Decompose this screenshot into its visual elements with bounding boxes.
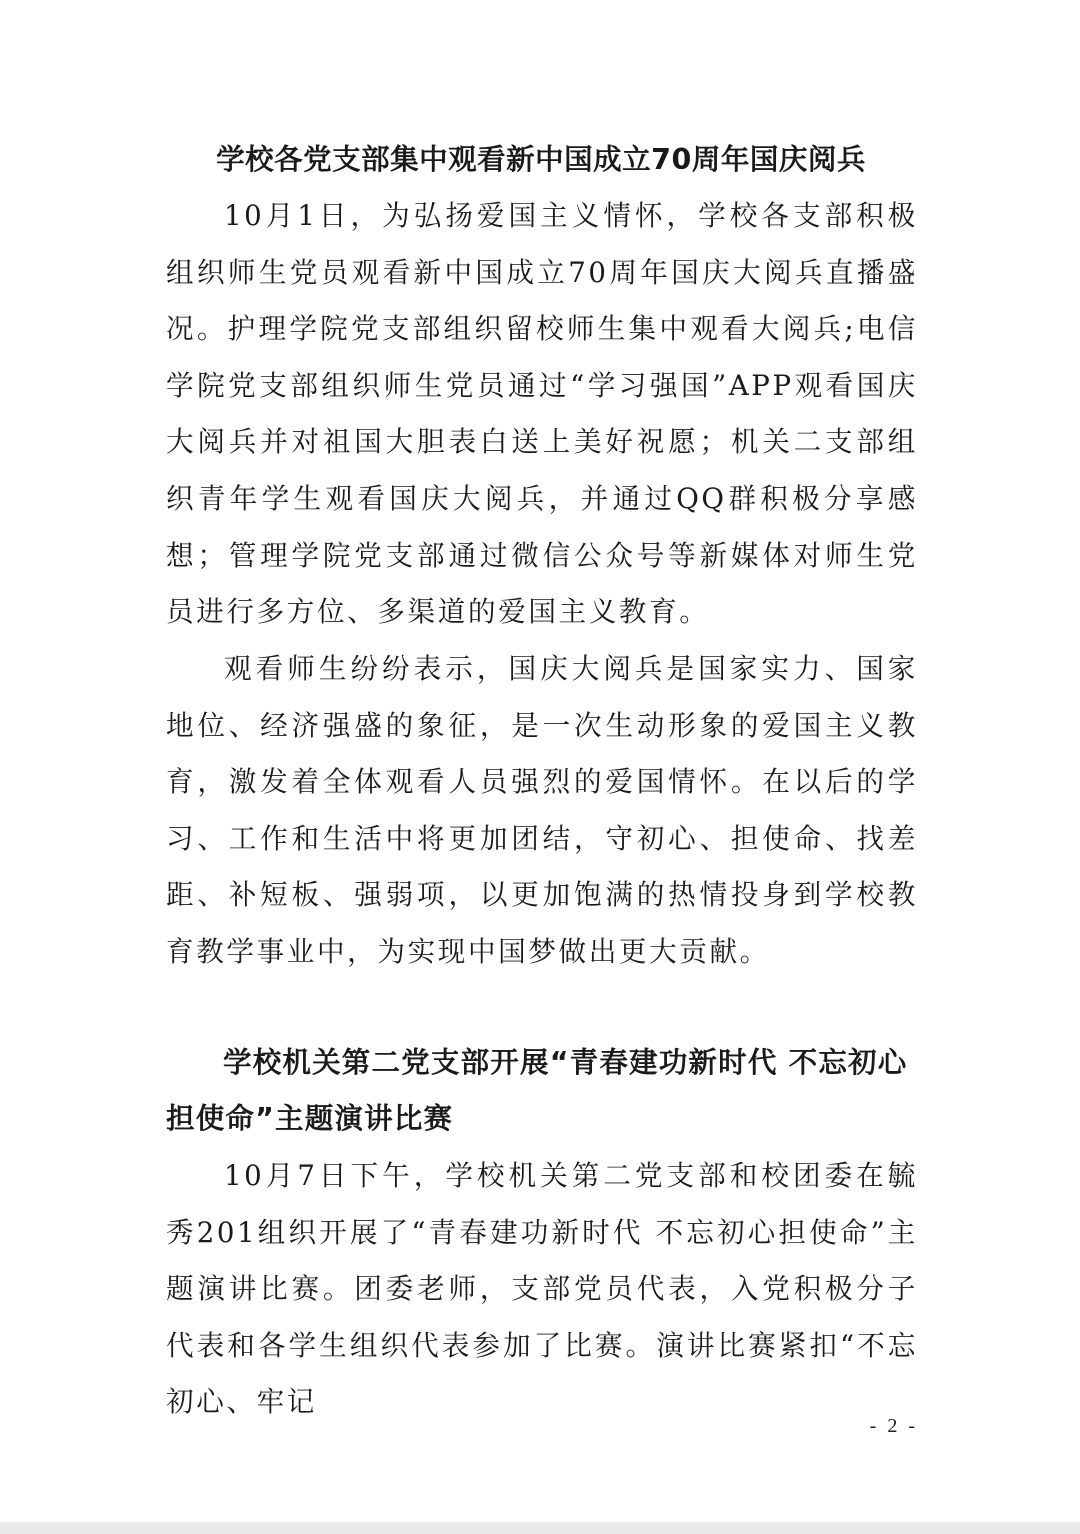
- article1-title: 学校各党支部集中观看新中国成立70周年国庆阅兵: [216, 143, 866, 176]
- viewer-bottom-strip: [0, 1522, 1080, 1534]
- page-number: - 2 -: [869, 1415, 918, 1437]
- article2-title: 学校机关第二党支部开展“青春建功新时代 不忘初心担使命”主题演讲比赛: [166, 1046, 908, 1135]
- article2-paragraph-1: 10月7日下午，学校机关第二党支部和校团委在毓秀201组织开展了“青春建功新时代 不忘初心担使命”主题演讲比赛。团委老师，支部党员代表，入党积极分子代表和各学生组织代表参加了比赛。演讲比赛紧扣“不忘初心、牢记: [166, 1159, 918, 1419]
- article1-paragraph-2: 观看师生纷纷表示，国庆大阅兵是国家实力、国家地位、经济强盛的象征，是一次生动形象的爱国主义教育，激发着全体观看人员强烈的爱国情怀。在以后的学习、工作和生活中将更加团结，守初心、担使命、找差距、补短板、强弱项，以更加饱满的热情投身到学校教育教学事业中，为实现中国梦做出更大贡献。: [166, 652, 918, 968]
- article1-paragraph-1: 10月1日，为弘扬爱国主义情怀，学校各支部积极组织师生党员观看新中国成立70周年国庆大阅兵直播盛况。护理学院党支部组织留校师生集中观看大阅兵;电信学院党支部组织师生党员通过“学习强国”APP观看国庆大阅兵并对祖国大胆表白送上美好祝愿；机关二支部组织青年学生观看国庆大阅兵，并通过QQ群积极分享感想；管理学院党支部通过微信公众号等新媒体对师生党员进行多方位、多渠道的爱国主义教育。: [166, 199, 918, 629]
